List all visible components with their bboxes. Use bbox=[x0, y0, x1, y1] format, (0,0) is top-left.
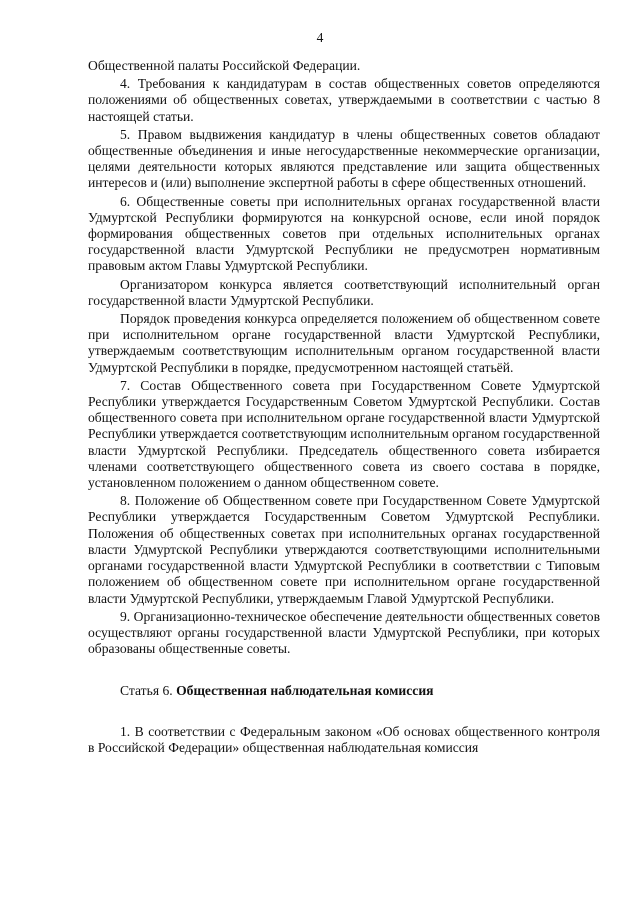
paragraph-9: 9. Организационно-техническое обеспечение деятельности общественных советов осуществляют органы государственной власти Удмуртской Республики, при которых образованы общественные советы. bbox=[88, 608, 600, 657]
article-heading bbox=[88, 683, 600, 699]
article-number: Статья 6. bbox=[120, 683, 173, 699]
paragraph-6-procedure: Порядок проведения конкурса определяется положением об общественном совете при исполнительном органе государственной власти Удмуртской Республики, утверждаемым соответствующим исполнительным органом государственной власти Удмуртской Республики в порядке, предусмотренном настоящей статьёй. bbox=[88, 311, 600, 375]
paragraph-8: 8. Положение об Общественном совете при Государственном Совете Удмуртской Республики утверждается Государственным Советом Удмуртской Республики. Положения об общественных советах при исполнительных органах государственной власти Удмуртской Республики утверждаются соответствующими исполнительными органами государственной власти Удмуртской Республики в соответствии с Типовым положением об общественном совете при исполнительном органе государственной власти Удмуртской Республики, утверждаемым Главой Удмуртской Республики. bbox=[88, 493, 600, 606]
paragraph-6-organizer: Организатором конкурса является соответствующий исполнительный орган государственной власти Удмуртской Республики. bbox=[88, 276, 600, 308]
article-6-paragraph-1: 1. В соответствии с Федеральным законом «Об основах общественного контроля в Российской Федерации» общественная наблюдательная комиссия bbox=[88, 723, 600, 755]
paragraph-6: 6. Общественные советы при исполнительных органах государственной власти Удмуртской Республики формируются на конкурсной основе, если иной порядок формирования общественных советов при отдельных исполнительных органах государственной власти Удмуртской Республики не предусмотрен нормативным правовым актом Главы Удмуртской Республики. bbox=[88, 193, 600, 274]
article-title: Общественная наблюдательная комиссия bbox=[176, 683, 434, 699]
paragraph-continuation: Общественной палаты Российской Федерации. bbox=[88, 58, 361, 73]
paragraph-7: 7. Состав Общественного совета при Государственном Совете Удмуртской Республики утверждается Государственным Советом Удмуртской Республики. Состав общественного совета при исполнительном органе государственной власти Удмуртской Республики утверждается соответствующим исполнительным органом государственной власти Удмуртской Республики. Председатель общественного совета избирается членами соответствующего общественного совета из своего состава в порядке, установленном положением о данном общественном совете. bbox=[88, 377, 600, 491]
paragraph-4: 4. Требования к кандидатурам в состав общественных советов определяются положениями об общественных советах, утверждаемыми в соответствии с частью 8 настоящей статьи. bbox=[88, 76, 600, 124]
document-body bbox=[88, 58, 600, 758]
page-number: 4 bbox=[316, 30, 324, 45]
paragraph-5: 5. Правом выдвижения кандидатур в члены общественных советов обладают общественные объединения и иные негосударственные некоммерческие организации, целями деятельности которых являются представление или защита общественных интересов и (или) выполнение экспертной работы в сфере общественных отношений. bbox=[88, 126, 600, 191]
